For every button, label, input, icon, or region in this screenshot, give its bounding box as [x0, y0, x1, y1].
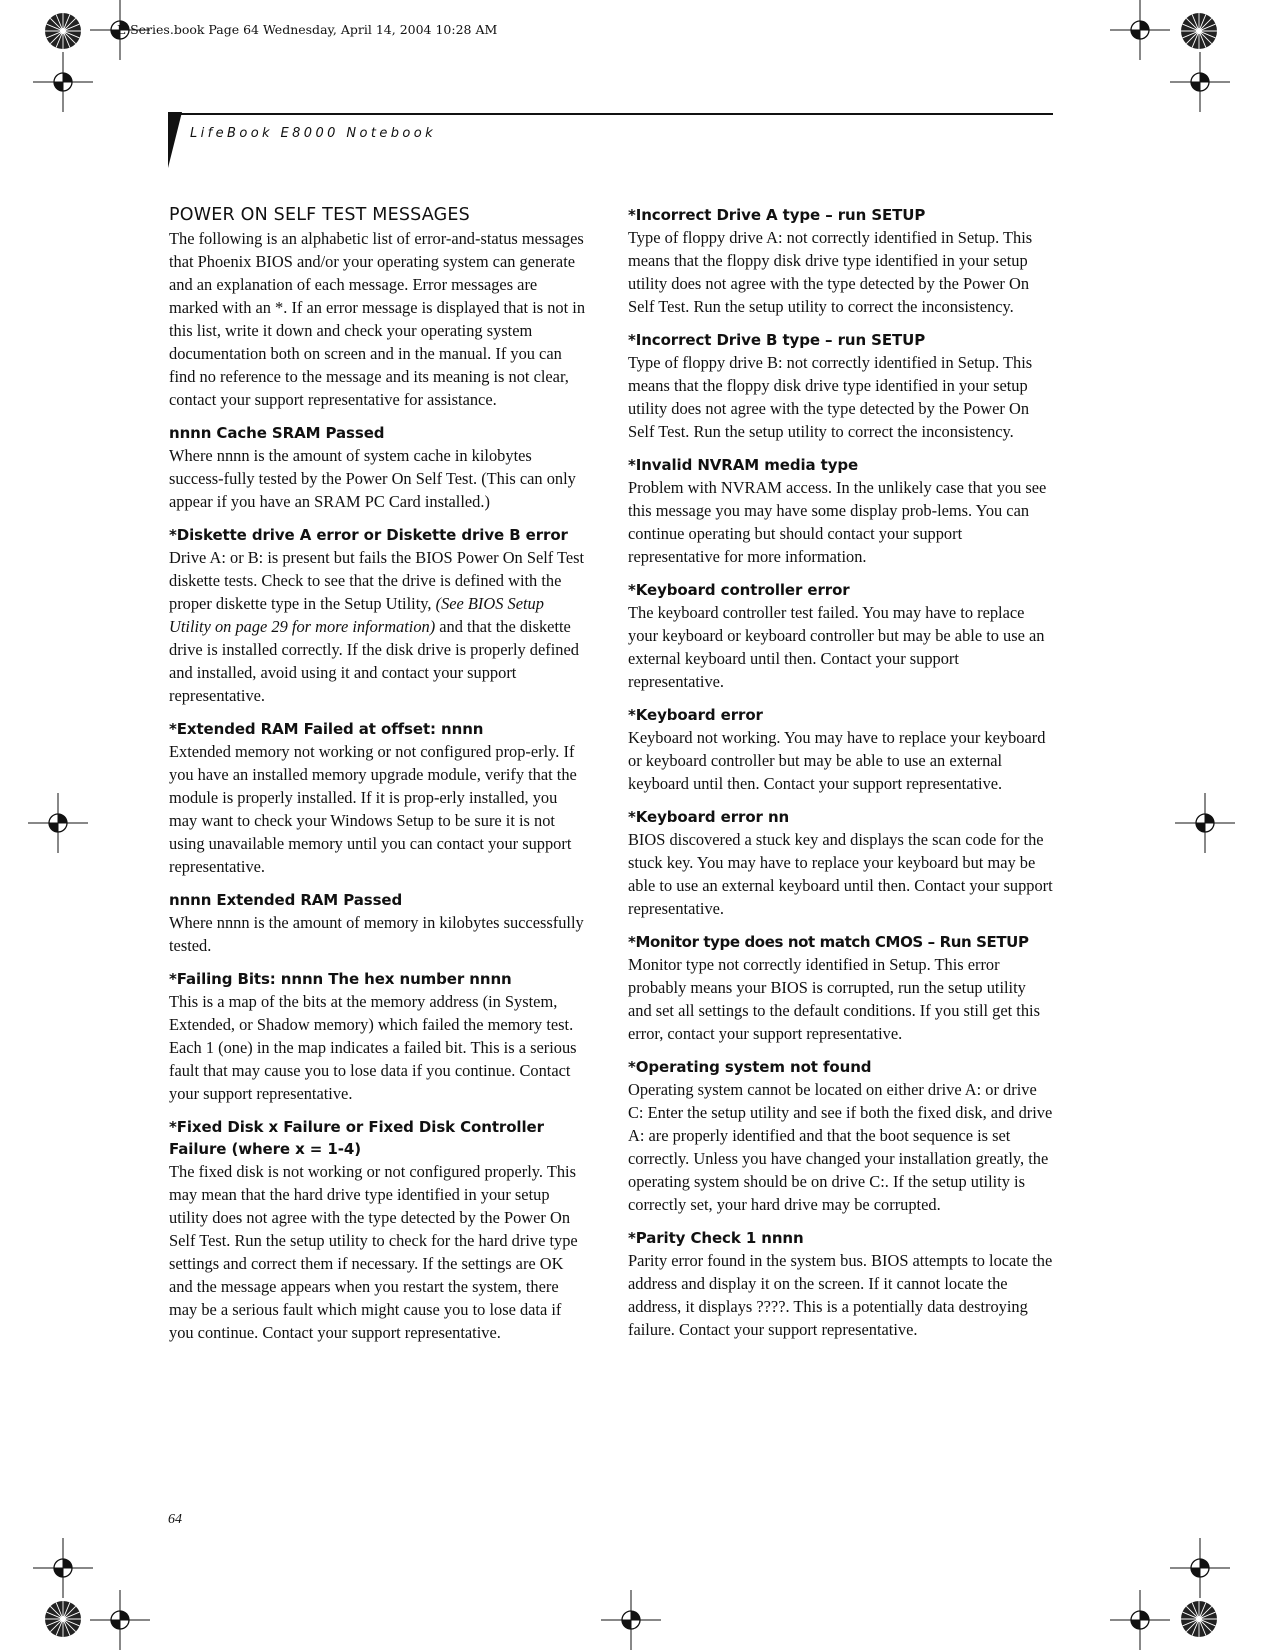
message-body: Parity error found in the system bus. BIOS attempts to locate the address and display it on the screen. If it cannot locate the address, it displays ????. This is a potentially data destroying failure. Contact your support representative.: [628, 1251, 1053, 1339]
crosshair-registration-mark-top-right: [1110, 0, 1170, 60]
message-heading: *Incorrect Drive A type – run SETUP: [628, 206, 926, 224]
message-entry: [169, 422, 589, 513]
message-heading: *Incorrect Drive B type – run SETUP: [628, 331, 926, 349]
message-heading: *Diskette drive A error or Diskette drive B error: [169, 526, 568, 544]
message-entry: [628, 1227, 1053, 1341]
message-body-text: Drive A: or B: is present but fails the BIOS Power On Self Test diskette tests. Check to see that the drive is defined with the proper diskette type in the Setup Utility,: [169, 548, 585, 613]
message-entry: [169, 718, 589, 878]
crosshair-registration-mark-mid-right: [1175, 793, 1235, 853]
crosshair-registration-mark-lower-right: [1170, 1538, 1230, 1598]
message-entry: [169, 524, 589, 707]
message-body: Where nnnn is the amount of system cache in kilobytes success-fully tested by the Power On Self Test. (This can only appear if you have an SRAM PC Card installed.): [169, 446, 576, 511]
message-entry: [628, 454, 1053, 568]
message-heading: *Parity Check 1 nnnn: [628, 1229, 804, 1247]
message-body: BIOS discovered a stuck key and displays the scan code for the stuck key. You may have to replace your keyboard but may be able to use an external keyboard until then. Contact your support representative.: [628, 830, 1053, 918]
starburst-registration-mark-top-right: [1179, 11, 1219, 51]
message-entry: [628, 806, 1053, 920]
message-body: The fixed disk is not working or not configured properly. This may mean that the hard drive type identified in your setup utility does not agree with the type detected by the Power On Self Test. Run the setup utility to check for the hard drive type settings and correct them if necessary. If the settings are OK and the message appears when you restart the system, there may be a serious fault which might cause you to lose data if you continue. Contact your support representative.: [169, 1162, 578, 1342]
message-entry: [628, 204, 1053, 318]
message-entry: [169, 968, 589, 1105]
message-entry: [628, 931, 1053, 1045]
intro-block: [169, 227, 589, 411]
starburst-registration-mark-bottom-left: [43, 1599, 83, 1639]
crosshair-registration-mark-bottom-left: [90, 1590, 150, 1650]
right-column: [628, 204, 1053, 1352]
left-column: [169, 204, 589, 1355]
crosshair-registration-mark-mid-left: [28, 793, 88, 853]
message-body: The keyboard controller test failed. You may have to replace your keyboard or keyboard controller but may be able to use an external keyboard until then. Contact your support representative.: [628, 603, 1045, 691]
crosshair-registration-mark-upper-right: [1170, 52, 1230, 112]
message-entry: [628, 704, 1053, 795]
header-rule: [168, 113, 1053, 115]
header-tab-marker: [168, 112, 182, 168]
message-body: Extended memory not working or not configured prop-erly. If you have an installed memory upgrade module, verify that the module is properly installed. If it is prop-erly installed, you may want to check your Windows Setup to be sure it is not using unavailable memory until you can contact your support representative.: [169, 742, 577, 876]
message-heading: *Monitor type does not match CMOS – Run SETUP: [628, 933, 1029, 951]
message-heading: nnnn Extended RAM Passed: [169, 891, 403, 909]
message-entry: [628, 329, 1053, 443]
running-header-title: LifeBook E8000 Notebook: [190, 126, 437, 141]
message-body: Type of floppy drive A: not correctly identified in Setup. This means that the floppy disk drive type identified in your setup utility does not agree with the type detected by the Power On Self Test. Run the setup utility to correct the inconsistency.: [628, 228, 1033, 316]
section-title: POWER ON SELF TEST MESSAGES: [169, 205, 470, 225]
message-entry: [169, 889, 589, 957]
starburst-registration-mark-bottom-right: [1179, 1599, 1219, 1639]
message-heading: *Failing Bits: nnnn The hex number nnnn: [169, 970, 512, 988]
crosshair-registration-mark-upper-left: [33, 52, 93, 112]
message-heading: *Keyboard controller error: [628, 581, 850, 599]
crosshair-registration-mark-bottom-right: [1110, 1590, 1170, 1650]
starburst-registration-mark-top-left: [43, 11, 83, 51]
message-body-text: and that the diskette drive is installed correctly. If the disk drive is properly defined and installed, avoid using it and contact your support representative.: [169, 617, 579, 705]
message-body: Where nnnn is the amount of memory in kilobytes successfully tested.: [169, 913, 584, 955]
cross-reference: (See BIOS Setup Utility on page 29 for more information): [169, 594, 544, 636]
message-heading: *Keyboard error nn: [628, 808, 790, 826]
running-header: [168, 112, 1053, 172]
message-body: Operating system cannot be located on either drive A: or drive C: Enter the setup utility and see if both the fixed disk, and drive A: are properly identified and that the boot sequence is set correctly. Unless you have changed your installation greatly, the operating system should be on drive C:. If the setup utility is correctly set, your hard drive may be corrupted.: [628, 1080, 1053, 1214]
message-heading: nnnn Cache SRAM Passed: [169, 424, 385, 442]
message-heading: *Extended RAM Failed at offset: nnnn: [169, 720, 484, 738]
message-body: [169, 546, 589, 707]
message-entry: [628, 1056, 1053, 1216]
print-header: E Series.book Page 64 Wednesday, April 14, 2004 10:28 AM: [117, 22, 498, 37]
message-heading: *Operating system not found: [628, 1058, 872, 1076]
message-body: This is a map of the bits at the memory address (in System, Extended, or Shadow memory) which failed the memory test. Each 1 (one) in the map indicates a failed bit. This is a serious fault that may cause you to lose data if you continue. Contact your support representative.: [169, 992, 577, 1103]
message-entry: [169, 1116, 589, 1344]
message-body: Monitor type not correctly identified in Setup. This error probably means your BIOS is corrupted, run the setup utility and set all settings to the default conditions. If you still get this error, contact your support representative.: [628, 955, 1040, 1043]
message-heading: *Invalid NVRAM media type: [628, 456, 859, 474]
message-body: Keyboard not working. You may have to replace your keyboard or keyboard controller but may be able to use an external keyboard until then. Contact your support representative.: [628, 728, 1046, 793]
message-entry: [628, 579, 1053, 693]
message-body: Type of floppy drive B: not correctly identified in Setup. This means that the floppy disk drive type identified in your setup utility does not agree with the type detected by the Power On Self Test. Run the setup utility to correct the inconsistency.: [628, 353, 1033, 441]
intro-text: The following is an alphabetic list of error-and-status messages that Phoenix BIOS and/or your operating system can generate and an explanation of each message. Error messages are marked with an *. If an error message is displayed that is not in this list, write it down and check your operating system documentation both on screen and in the manual. If you can find no reference to the message and its meaning is not clear, contact your support representative for assistance.: [169, 229, 586, 409]
crosshair-registration-mark-lower-left: [33, 1538, 93, 1598]
message-heading: *Fixed Disk x Failure or Fixed Disk Controller Failure (where x = 1-4): [169, 1118, 544, 1158]
crosshair-registration-mark-bottom-center: [601, 1590, 661, 1650]
message-heading: *Keyboard error: [628, 706, 763, 724]
message-body: Problem with NVRAM access. In the unlikely case that you see this message you may have some display prob-lems. You can continue operating but should contact your support representative for more information.: [628, 478, 1047, 566]
page-number: 64: [168, 1512, 182, 1527]
